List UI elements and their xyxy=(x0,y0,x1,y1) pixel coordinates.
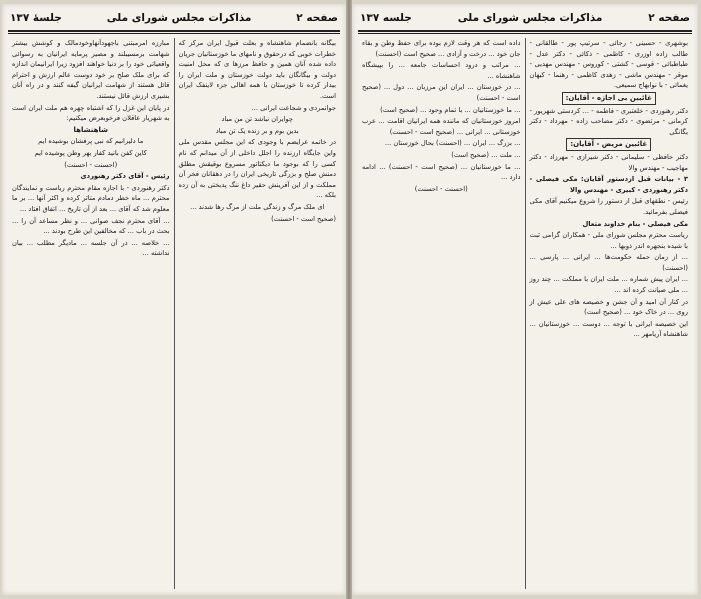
paragraph: دکتر حافظی - سلیمانی - دکتر شیرازی - مهرزاد - دکتر مهاجیب - مهندس والا xyxy=(529,152,688,172)
right-page-title: مذاکرات مجلس شورای ملی xyxy=(457,12,603,24)
paragraph: این خصیصه ایرانی با توجه ... دوست ... خوزستانیان ... شاهنشاه آریامهر ... xyxy=(529,319,688,339)
right-page-number: صفحه ۲ xyxy=(648,12,690,24)
speaker-line: مکی فیصلی - بنام خداوند متعال xyxy=(582,219,688,228)
paragraph: ... در خوزستان ... ایران این مرزبان ... دول ... (صحیح است - احسنت) xyxy=(362,83,521,102)
paragraph: ... مراتب و درود احساسات جامعه ... را بپیشگاه شاهنشاه ... xyxy=(362,61,521,80)
paragraph: در پایان این غزل را که اشتباه چهره هم ملت ایران است به شهریار عاقلان فرخوبعرض میکنیم: xyxy=(12,103,170,123)
section-heading xyxy=(530,92,689,105)
absent-without-leave-heading: غائبین بی اجازه - آقایان: xyxy=(562,92,656,105)
paragraph: ... ما خوزستانیان ... با تمام وجود ... (صحیح است) xyxy=(380,105,521,114)
applause-note: (احسنت - احسنت) xyxy=(414,184,468,193)
paragraph: ... ایران پیش شماره ... ملت ایران با مملکت ... چند روز ... ملی صیانت کرده اند ... xyxy=(529,275,688,295)
paragraph: ... بزرگ ... ایران ... (احسنت) بحال خوزستان ... xyxy=(384,139,521,148)
paragraph: رئیس - نطقهای قبل از دستور را شروع میکنیم آقای مکی فیصلی بفرمائید. xyxy=(529,197,688,216)
header-rule xyxy=(358,33,692,34)
paragraph: ... ملت ... (صحیح است) xyxy=(451,150,521,159)
paragraph: در خاتمه عرایضم با وجودی که این مجلس مقدس ملی واین جایگاه ارزنده را اجلل داخلی از آن میدانم که نام کسی را که بوجود ما دیکتاتور مسروع بوقیقش مطلق دمنش صلح و بزرگی تاریخی ایران را در دهقانان فخر آن مملکت و از این آفرینش حقیر داغ ننگ پدبختی به آن زده بلکه ... xyxy=(178,138,336,200)
paragraph: دکتر رهنوردی - خلعتبری - فاطمه - ... کردستی شهریور - کرمانی - مرتضوی - دکتر مصاحب زاده - مهرداد - دکتر یگانگی xyxy=(529,106,688,136)
left-page-header xyxy=(10,8,338,28)
paragraph: جوانمردی و شجاعت ایرانی ... xyxy=(251,103,336,112)
paragraph: داده است که هر وقت لازم بوده برای حفظ وطن و بقاء جان خود ... درخت و آزادی ... صحیح است (احسنت) xyxy=(362,39,521,58)
right-page-col-right xyxy=(526,38,693,589)
paragraph: در کنار آن امید و آن جشن و خصیصه های علی عیش از روی ... در خاک خود ... (صحیح است) xyxy=(529,297,688,317)
paragraph: بوشهری - حسینی - رجائی - سرتیپ پور - طالقانی - طالب زاده اوزری - کاظمی - ذکائی - دکتر عدل - طباطبائی - قوسی - کشتی - کوروس - مهندس مهدیی - موقر - مهندس ماشی - زهدی کاظمی - رهنما - کیهان یغمائی - با نوابهاج سمیعی. xyxy=(529,39,688,90)
paragraph: ریاست محترم مجلس شورای ملی - همکاران گرامی ثبت با شیده بنجهره اندر ذوبها ... xyxy=(529,231,688,250)
applause-note: (احسنت - احسنت) xyxy=(64,160,118,169)
left-page-col-right xyxy=(175,38,341,589)
header-rule xyxy=(358,30,692,32)
paragraph: ... خلاصه ... در آن جلسه ... مادیگر مطلب ... بیان نداشته ... xyxy=(12,238,170,258)
left-page-col-left xyxy=(8,38,174,589)
paragraph: بیگانه بانضمام شاهنشاه و بعلت قبول ایران مرکز که خطرات خوبی که درحقوق و نامهای ما خوزستانیان جریان داده شده آنان همین و حافظ مرزها ی که محل امنیت دولت و بیگانگان باید دولت خوزستان و ملت ایران را بیدار کرده تا خوزستان با همه اهالی جزء لاینفک ایران است. xyxy=(178,39,336,100)
right-page-header xyxy=(360,8,690,28)
section-heading xyxy=(530,138,689,151)
right-page xyxy=(352,4,698,595)
agenda-item: ۳ - بیانات قبل ازدستور آقایان: مکی فیصلی - دکتر رهنوردی - کبیری - مهندس والا xyxy=(529,175,688,194)
poem-line: بدین بوم و بر زنده یک تن مباد xyxy=(215,126,299,135)
left-page-number: صفحه ۲ xyxy=(296,12,338,24)
paragraph: ... از زمان حمله حکومت‌ها ... ایرانی ... پارسی ... (احسنت) xyxy=(529,253,688,272)
section-heading: شاهنشاها xyxy=(73,125,108,134)
absent-sick-heading: غائبین مریض - آقایان: xyxy=(566,138,651,151)
poem-line: چوایران نباشد تن من مباد xyxy=(221,115,294,124)
left-page-session: جلسهٔ ۱۳۷ xyxy=(10,12,62,24)
right-page-columns xyxy=(358,38,692,589)
poem-line: کاین کفن بانید کفار بهر وطن پوشیده ایم xyxy=(34,148,147,157)
left-page-title: مذاکرات مجلس شورای ملی xyxy=(106,12,252,24)
paragraph: ... ما خوزستانیان ... (صحیح است - احسنت) ... ادامه دارد ... xyxy=(362,162,521,182)
right-page-session: جلسه ۱۳۷ xyxy=(360,12,412,24)
paragraph: دکتر رهنوردی - با اجازه مقام محترم ریاست و نمایندگان محترم ... ماه خطر دمادم متاثر کرده و اکثر آنها ... بر ما معلوم شد که آقای ... بعد از آن تاریخ ... اتفاق افتاد ... xyxy=(12,183,170,213)
speaker-line: رئیس - آقای دکتر رهنوردی xyxy=(80,172,170,181)
poem-line: ای ملک مرگ و زندگی ملت از مرگ رها شدند ... xyxy=(190,202,325,211)
paragraph: (صحیح است - احسنت) xyxy=(271,214,336,223)
left-page-columns xyxy=(8,38,340,589)
right-page-col-left xyxy=(358,38,525,589)
header-rule xyxy=(8,30,340,32)
poem-line: ما دلیرانیم که نبی پرفشان بوشیده ایم xyxy=(38,137,144,146)
paragraph: مبارزه امرمبتنی باجهودآنهاوخودمالک و کوشش بیشتر شهامت برمسیبلند و مصیر پرمایه ایرانیان به رسوائی واقعیاتی خود را بر دنیا خواهند افزود زیرا ایرانیمان اندازه که برای ملک صلح بر خود دوست عالم ارزش و احترام قائل هستند از شهامت ایرانیان گیفه کنند و در راه آنان بشیزی ارزش قائل نیستند. xyxy=(12,39,170,100)
left-page xyxy=(2,4,346,595)
paragraph: ... آقای محترم نجف صوانی ... و نظر مساعد آن را ... بحث در باب ... که مخالفین این طرح بودند ... xyxy=(12,216,170,236)
paragraph: امروز خوزستانیان که ماننده همه ایرانیان اقامت ... عرب خوزستانی ... ایرانی ... (صحیح است - احسنت) xyxy=(362,117,521,136)
header-rule xyxy=(8,33,340,34)
